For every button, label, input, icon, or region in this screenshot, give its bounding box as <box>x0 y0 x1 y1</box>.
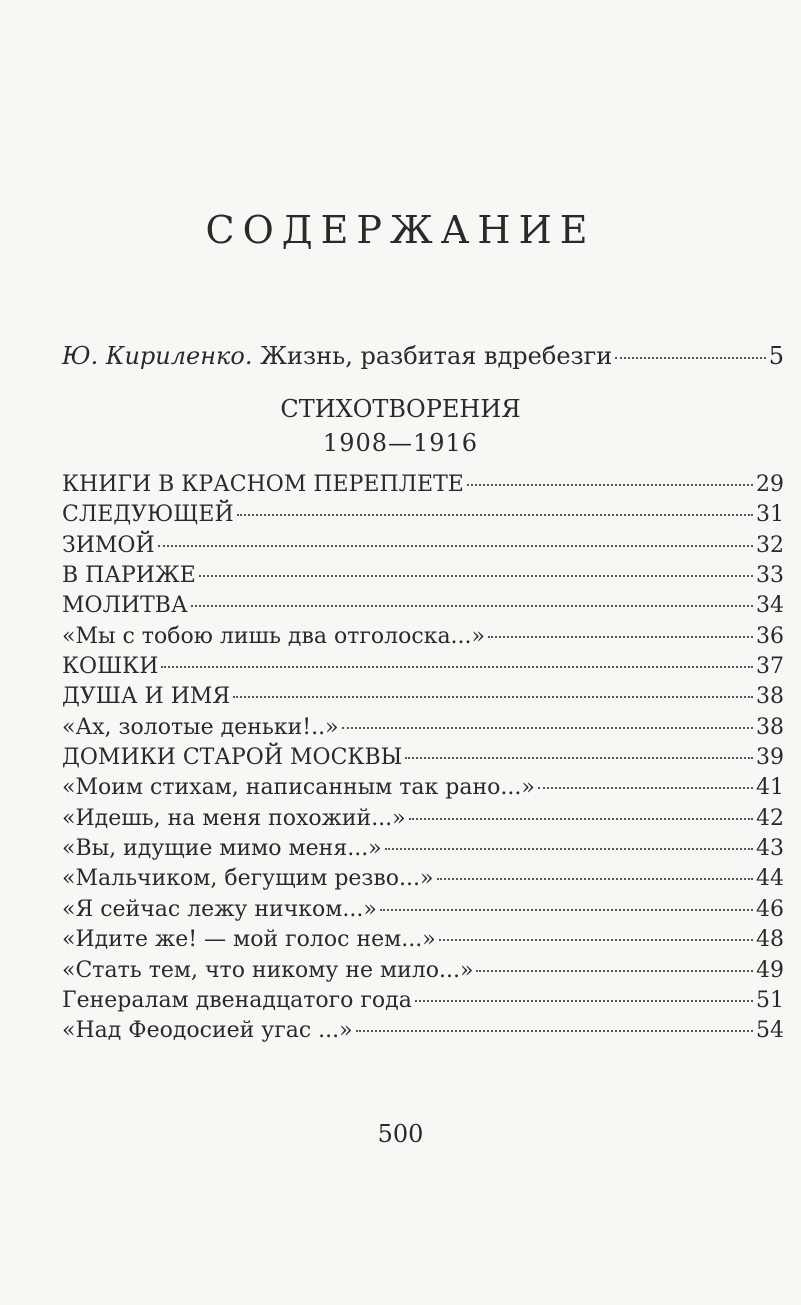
toc-entry-page: 29 <box>756 472 784 497</box>
toc-entry-page: 46 <box>756 896 784 922</box>
toc-entry-page: 54 <box>756 1018 784 1044</box>
toc-entry-title: «Мы с тобою лишь два отголоска...» <box>62 623 485 649</box>
toc-entry-title: «Моим стихам, написанным так рано...» <box>62 775 535 801</box>
toc-entry-page: 48 <box>756 927 784 953</box>
toc-entry-title: СЛЕДУЮЩЕЙ <box>62 502 234 528</box>
page-title: СОДЕРЖАНИЕ <box>205 208 596 252</box>
toc-entry-page: 32 <box>756 532 784 558</box>
toc-entry[interactable] <box>62 956 784 986</box>
toc-entry-label <box>62 338 612 374</box>
dot-leader <box>191 605 753 607</box>
toc-entry[interactable] <box>62 804 784 834</box>
toc-entry-title: КОШКИ <box>62 654 159 680</box>
toc-entry[interactable] <box>62 470 784 500</box>
section-heading <box>0 392 801 460</box>
toc-entry[interactable] <box>62 531 784 561</box>
toc-entry[interactable] <box>62 591 784 621</box>
toc-entry-page: 33 <box>756 563 784 589</box>
dot-leader <box>467 484 753 486</box>
toc-entry[interactable] <box>62 925 784 955</box>
toc-entry-page: 42 <box>756 805 784 831</box>
toc-entry-page: 36 <box>756 623 784 649</box>
toc-entry-page: 34 <box>756 593 784 619</box>
toc-entry[interactable] <box>62 773 784 803</box>
dot-leader <box>415 1000 753 1002</box>
toc-entry-title: Генералам двенадцатого года <box>62 987 412 1013</box>
toc-entry-title: «Стать тем, что никому не мило...» <box>62 957 474 983</box>
toc-entry[interactable] <box>62 834 784 864</box>
toc-entry-page: 31 <box>756 502 784 528</box>
toc-entry-title: «Ах, золотые деньки!..» <box>62 714 339 740</box>
dot-leader <box>409 818 753 820</box>
dot-leader <box>237 514 753 516</box>
toc-entry[interactable] <box>62 561 784 591</box>
toc-entry[interactable] <box>62 895 784 925</box>
dot-leader <box>233 696 753 698</box>
section-title: СТИХОТВОРЕНИЯ <box>280 395 521 423</box>
toc-entry-page: 37 <box>756 654 784 680</box>
toc-entry-page: 5 <box>768 342 784 370</box>
dot-leader <box>356 1030 753 1032</box>
dot-leader <box>405 757 753 759</box>
toc-entry[interactable] <box>62 682 784 712</box>
toc-entry-page: 38 <box>756 684 784 710</box>
toc-entry[interactable] <box>62 986 784 1016</box>
dot-leader <box>380 909 753 911</box>
toc-entry-title: МОЛИТВА <box>62 593 188 619</box>
toc-entry-page: 44 <box>756 866 784 892</box>
page-number: 500 <box>377 1120 424 1148</box>
toc-entry-intro[interactable] <box>62 338 784 374</box>
toc-entry-page: 39 <box>756 745 784 771</box>
toc-entry-title: «Мальчиком, бегущим резво...» <box>62 866 434 892</box>
dot-leader <box>439 939 753 941</box>
toc-list <box>62 470 784 1047</box>
dot-leader <box>199 575 753 577</box>
toc-entry-title: «Я сейчас лежу ничком...» <box>62 896 377 922</box>
toc-entry-title: Жизнь, разбитая вдребезги <box>252 342 613 370</box>
toc-intro <box>62 338 784 374</box>
toc-entry-title: «Над Феодосией угас ...» <box>62 1018 353 1044</box>
dot-leader <box>161 666 753 668</box>
dot-leader <box>538 787 753 789</box>
toc-entry-page: 38 <box>756 714 784 740</box>
toc-entry-author: Ю. Кириленко. <box>62 342 253 370</box>
toc-entry-title: ДОМИКИ СТАРОЙ МОСКВЫ <box>62 745 403 771</box>
toc-entry-page: 51 <box>756 987 784 1013</box>
toc-entry[interactable] <box>62 1016 784 1046</box>
toc-entry[interactable] <box>62 652 784 682</box>
toc-entry-title: ЗИМОЙ <box>62 532 155 558</box>
section-years: 1908—1916 <box>322 429 479 457</box>
toc-entry[interactable] <box>62 622 784 652</box>
toc-entry-page: 41 <box>756 775 784 801</box>
toc-entry[interactable] <box>62 864 784 894</box>
toc-entry[interactable] <box>62 500 784 530</box>
toc-entry-title: «Идите же! — мой голос нем...» <box>62 927 436 953</box>
toc-entry-title: «Вы, идущие мимо меня...» <box>62 836 382 862</box>
toc-entry[interactable] <box>62 713 784 743</box>
dot-leader <box>342 727 753 729</box>
dot-leader <box>437 878 754 880</box>
dot-leader <box>158 545 753 547</box>
toc-entry[interactable] <box>62 743 784 773</box>
dot-leader <box>385 848 753 850</box>
dot-leader <box>476 970 753 972</box>
toc-entry-title: «Идешь, на меня похожий...» <box>62 805 406 831</box>
toc-entry-title: КНИГИ В КРАСНОМ ПЕРЕПЛЕТЕ <box>62 472 464 497</box>
toc-entry-page: 49 <box>756 957 784 983</box>
toc-entry-title: В ПАРИЖЕ <box>62 563 196 589</box>
dot-leader <box>488 636 753 638</box>
toc-entry-page: 43 <box>756 836 784 862</box>
toc-entry-title: ДУША И ИМЯ <box>62 684 231 710</box>
dot-leader <box>615 357 766 359</box>
